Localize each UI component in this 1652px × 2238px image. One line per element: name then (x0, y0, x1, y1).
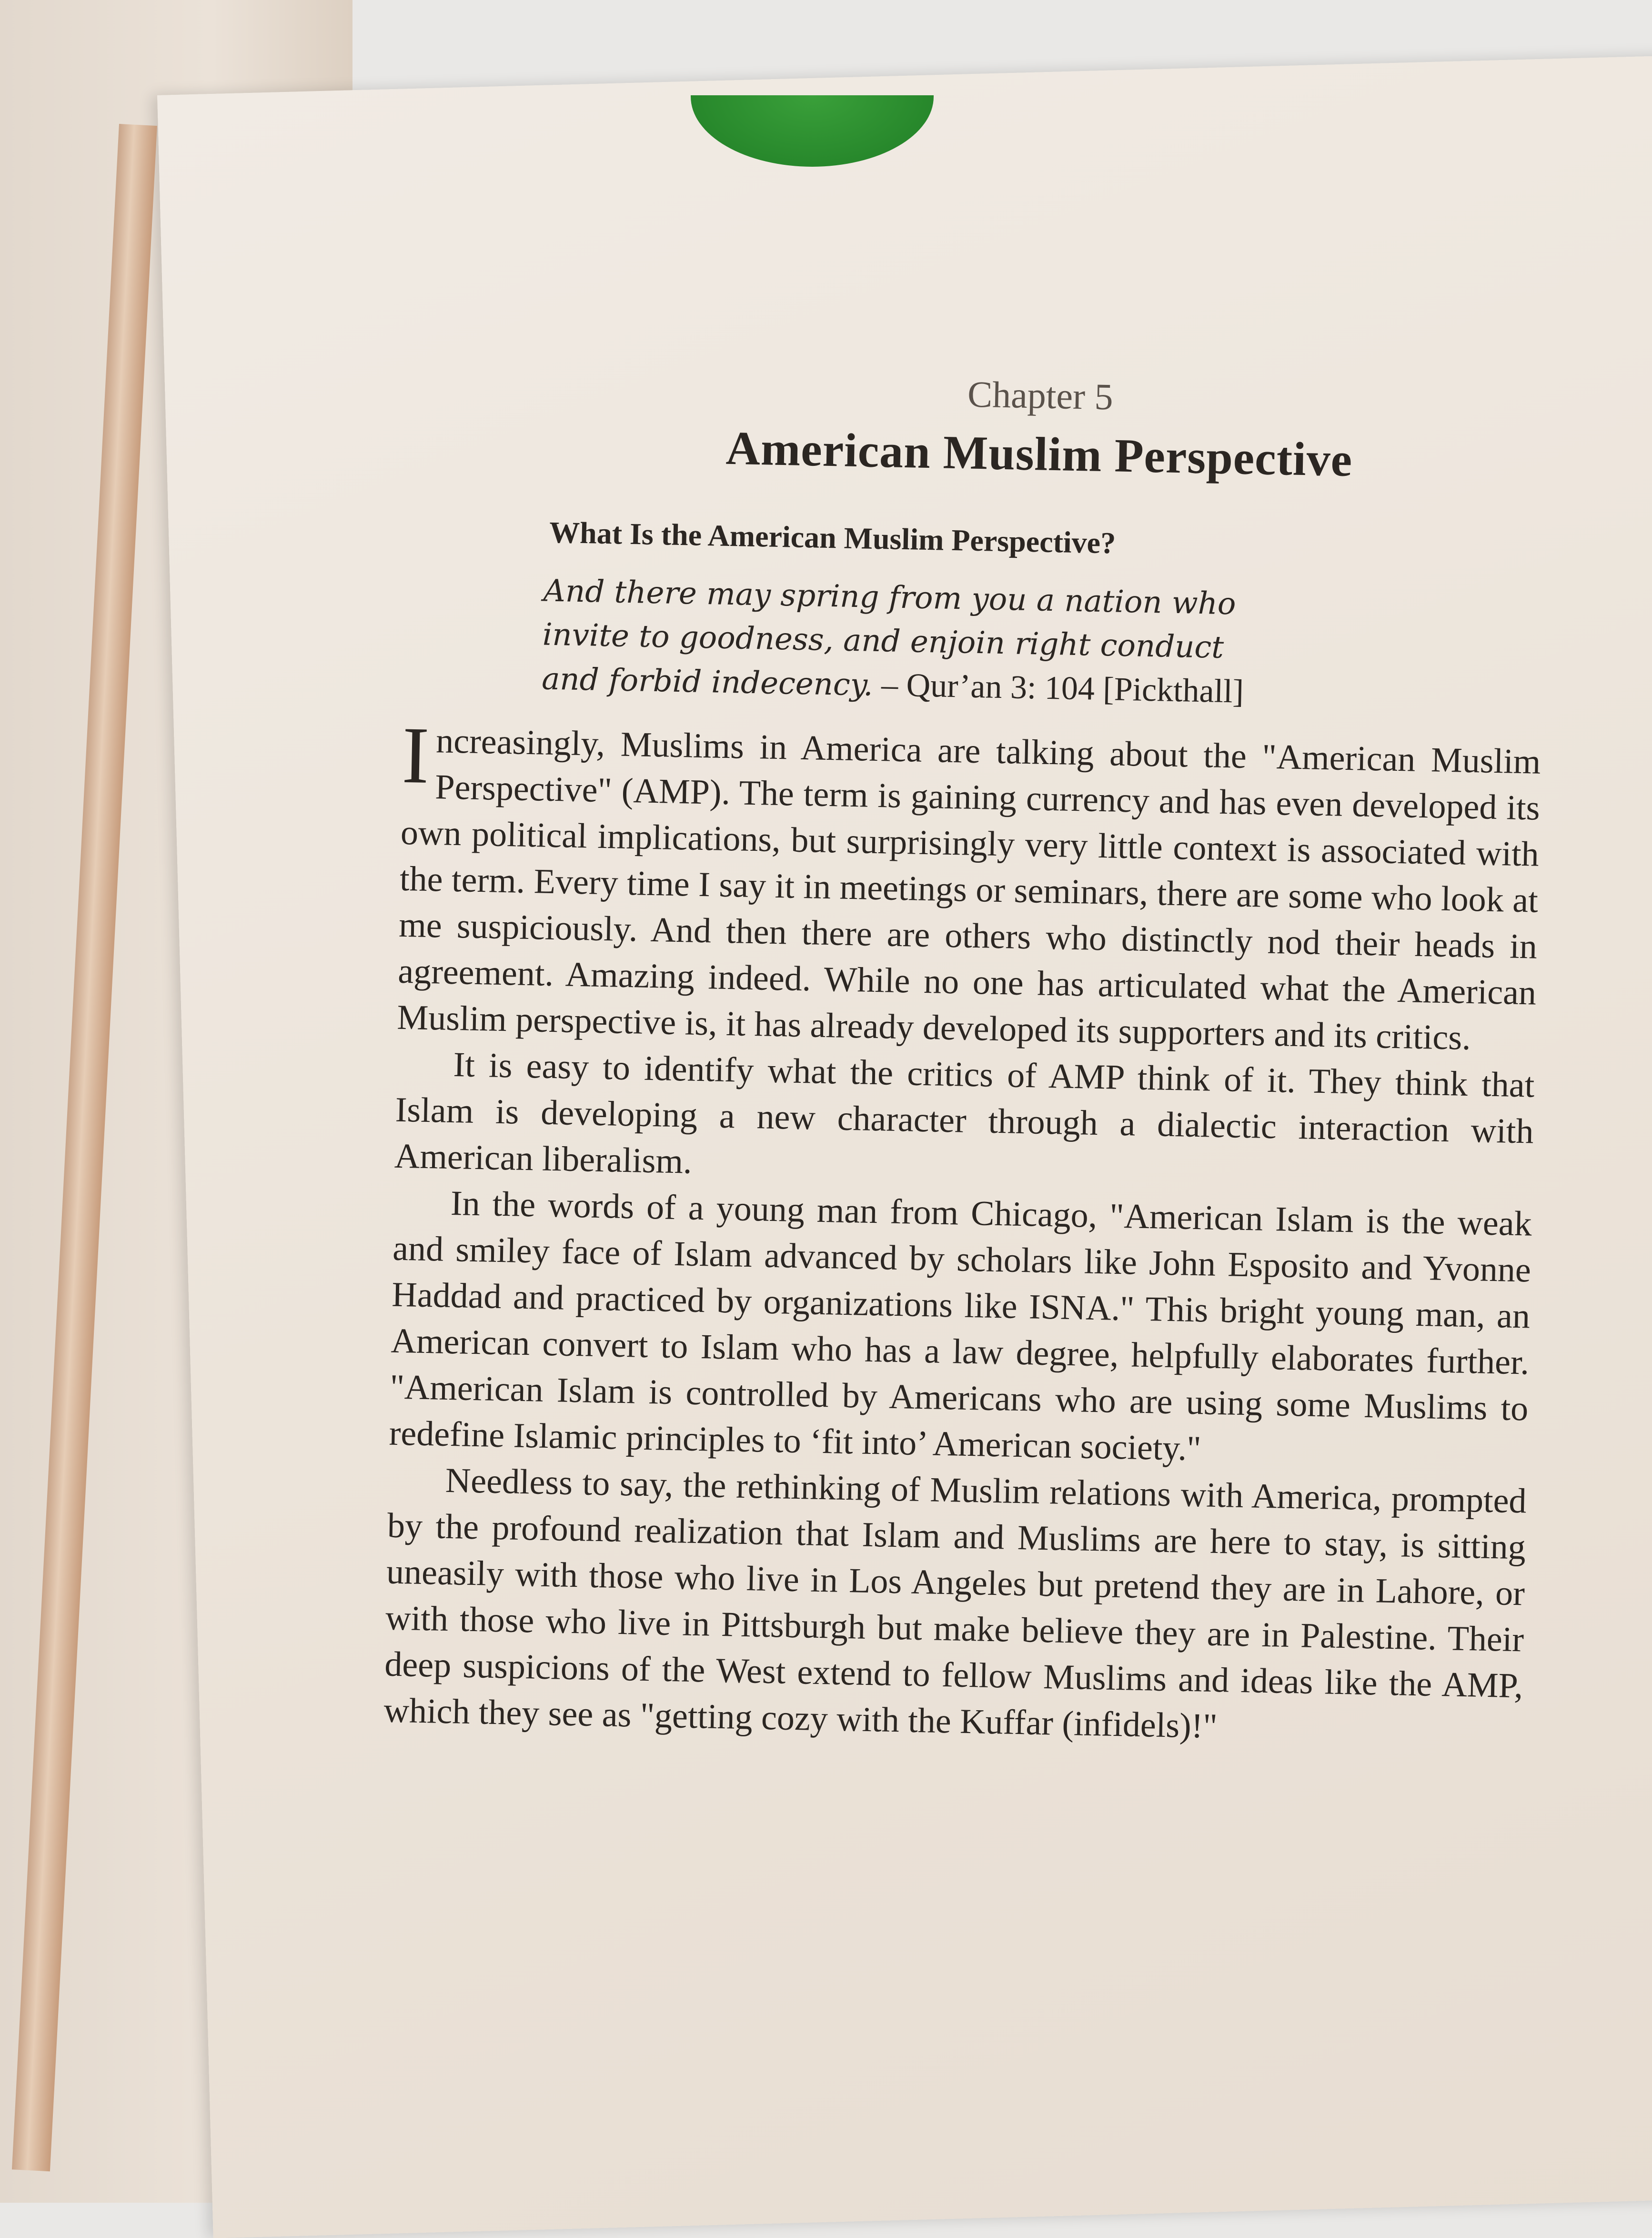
chapter-number: Chapter 5 (967, 373, 1114, 418)
page-content (383, 362, 1548, 1755)
paragraph: Needless to say, the rethinking of Muslim relations with America, prompted by the profound realization that Islam and Muslims are here to stay, is sitting uneasily with those who live in Los Angeles but pretend they are in Lahore, or with those who live in Pittsburgh but make believe they are in Palestine. Their deep suspicions of the West extend to fellow Muslims and ideas like the AMP, which they see as "getting cozy with the Kuffar (infidels)!" (383, 1461, 1527, 1746)
paragraph: In the words of a young man from Chicago, "American Islam is the weak and smiley face of Islam advanced by scholars like John Esposito and Yvonne Haddad and practiced by organizations like ISNA." This bright young man, an American convert to Islam who has a law degree, helpfully elaborates further. "American Islam is controlled by Americans who are using some Muslims to redefine Islamic principles to ‘fit into’ American society." (389, 1183, 1532, 1469)
paragraph-text: ncreasingly, Muslims in America are talking about the "American Muslim Perspective" (AMP). The term is gaining currency and has even developed its own political implications, but surprisingly very little context is associated with the term. Every time I say it in meetings or seminars, there are some who look at me suspiciously. And then there are others who distinctly nod their heads in agreement. Amazing indeed. While no one has articulated what the American Muslim perspective is, it has already developed its supporters and its critics. (396, 721, 1541, 1058)
paragraph (396, 710, 1541, 1063)
epigraph (541, 569, 1306, 716)
epigraph-reference: – Qur’an 3: 104 [Pickthall] (873, 666, 1244, 710)
body-text (383, 710, 1541, 1755)
section-heading: What Is the American Muslim Perspective? (549, 515, 1116, 560)
epigraph-line: And there may spring from you a nation who (543, 573, 1237, 622)
epigraph-line: invite to goodness, and enjoin right conduct (542, 617, 1224, 665)
drop-cap: I (401, 710, 430, 800)
chapter-title: American Muslim Perspective (725, 421, 1353, 487)
epigraph-text: and forbid indecency. (541, 661, 874, 703)
paragraph: It is easy to identify what the critics of AMP think of it. They think that Islam is developing a new character through a dialectic interaction with American liberalism. (394, 1045, 1535, 1181)
